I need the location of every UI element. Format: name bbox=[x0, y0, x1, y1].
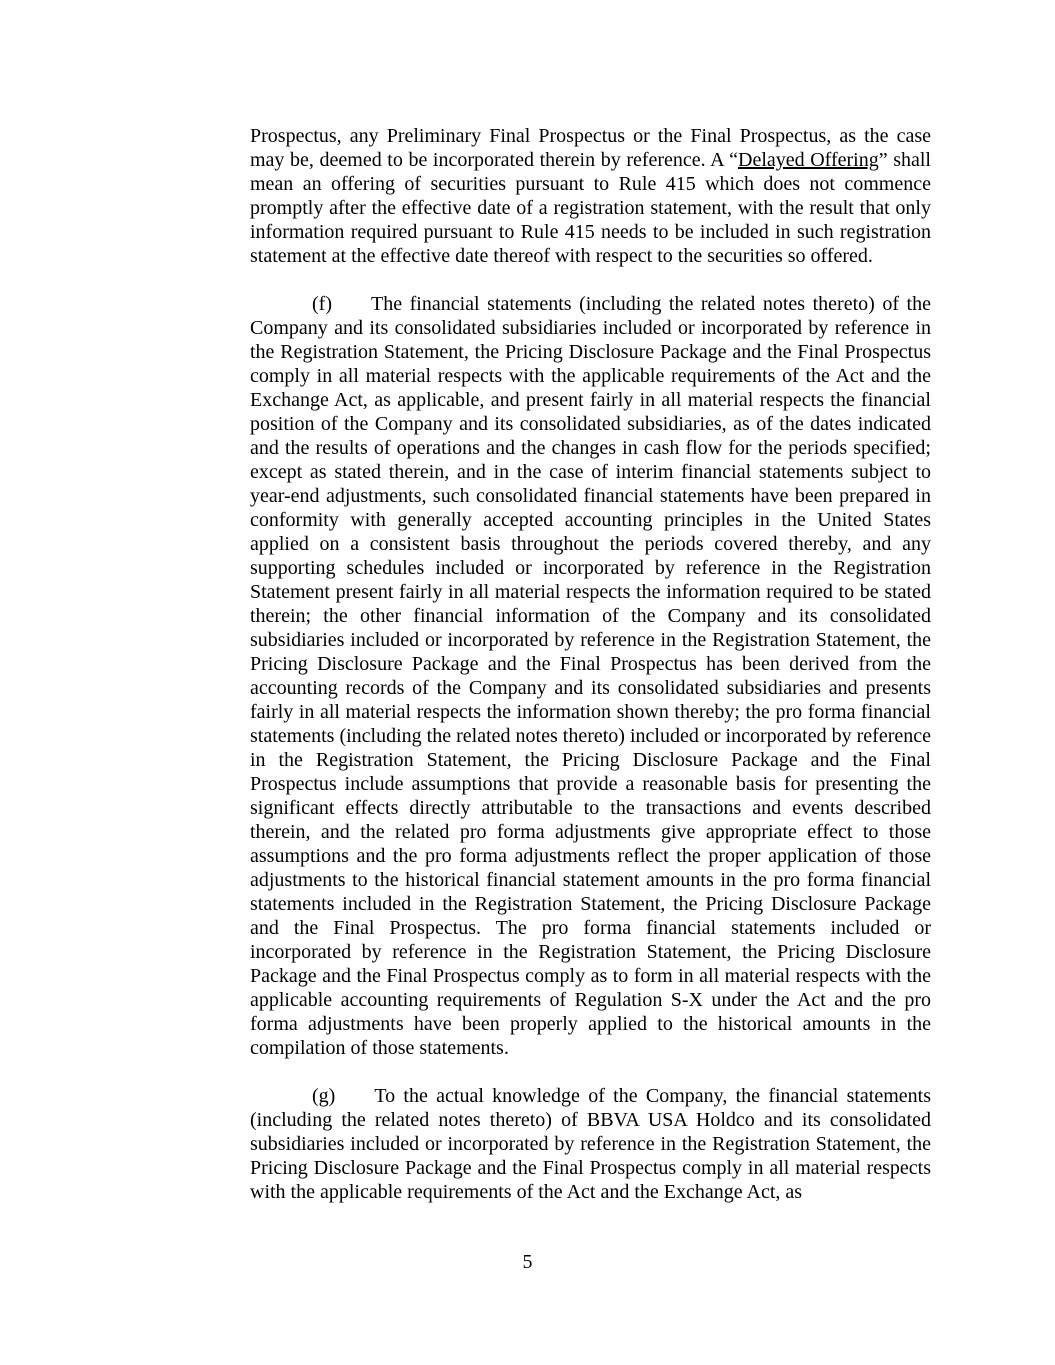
continuation-text-before: Prospectus, any Preliminary Final Prospectus or the Final Prospectus, as the case may be, deemed to be incorporated therein by reference. A “ bbox=[250, 125, 931, 171]
defined-term-delayed-offering: Delayed Offering bbox=[738, 149, 879, 171]
paragraph-g bbox=[250, 1084, 931, 1204]
continuation-text-after: ” shall mean an offering of securities pursuant to Rule 415 which does not commence promptly after the effective date of a registration statement, with the result that only information required pursuant to Rule 415 needs to be included in such registration statement at the effective date thereof with respect to the securities so offered. bbox=[250, 149, 931, 267]
paragraph-f-label: (f) bbox=[312, 293, 332, 315]
page-number: 5 bbox=[522, 1251, 533, 1273]
paragraph-continuation bbox=[250, 124, 931, 268]
paragraph-g-label: (g) bbox=[312, 1085, 336, 1107]
paragraph-g-text: To the actual knowledge of the Company, the financial statements (including the related notes thereto) of BBVA USA Holdco and its consolidated subsidiaries included or incorporated by reference in the Registration Statement, the Pricing Disclosure Package and the Final Prospectus comply in all material respects with the applicable requirements of the Act and the Exchange Act, as bbox=[250, 1085, 931, 1203]
paragraph-f-text: The financial statements (including the related notes thereto) of the Company and its consolidated subsidiaries included or incorporated by reference in the Registration Statement, the Pricing Disclosure Package and the Final Prospectus comply in all material respects with the applicable requirements of the Act and the Exchange Act, as applicable, and present fairly in all material respects the financial position of the Company and its consolidated subsidiaries, as of the dates indicated and the results of operations and the changes in cash flow for the periods specified; except as stated therein, and in the case of interim financial statements subject to year-end adjustments, such consolidated financial statements have been prepared in conformity with generally accepted accounting principles in the United States applied on a consistent basis throughout the periods covered thereby, and any supporting schedules included or incorporated by reference in the Registration Statement present fairly in all material respects the information required to be stated therein; the other financial information of the Company and its consolidated subsidiaries included or incorporated by reference in the Registration Statement, the Pricing Disclosure Package and the Final Prospectus has been derived from the accounting records of the Company and its consolidated subsidiaries and presents fairly in all material respects the information shown thereby; the pro forma financial statements (including the related notes thereto) included or incorporated by reference in the Registration Statement, the Pricing Disclosure Package and the Final Prospectus include assumptions that provide a reasonable basis for presenting the significant effects directly attributable to the transactions and events described therein, and the related pro forma adjustments give appropriate effect to those assumptions and the pro forma adjustments reflect the proper application of those adjustments to the historical financial statement amounts in the pro forma financial statements included in the Registration Statement, the Pricing Disclosure Package and the Final Prospectus. The pro forma financial statements included or incorporated by reference in the Registration Statement, the Pricing Disclosure Package and the Final Prospectus comply as to form in all material respects with the applicable accounting requirements of Regulation S-X under the Act and the pro forma adjustments have been properly applied to the historical amounts in the compilation of those statements. bbox=[250, 293, 931, 1059]
document-body bbox=[250, 124, 931, 1228]
paragraph-f bbox=[250, 292, 931, 1060]
